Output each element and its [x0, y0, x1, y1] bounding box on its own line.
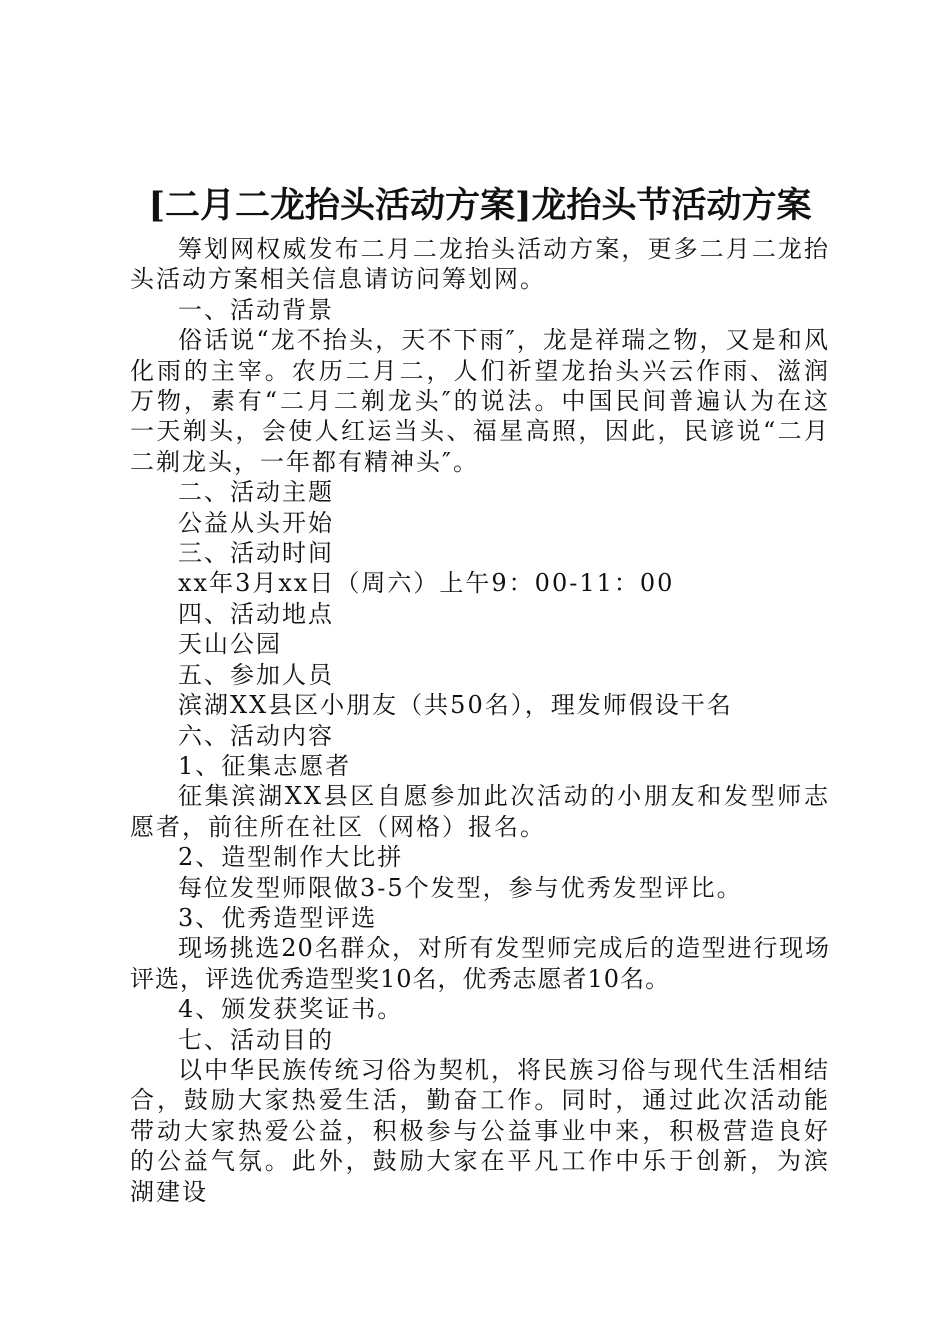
heading-location: 四、活动地点: [178, 599, 334, 628]
heading-time: 三、活动时间: [178, 539, 334, 568]
heading-content: 六、活动内容: [178, 721, 334, 750]
subheading-awards: 4、颁发获奖证书。: [178, 995, 404, 1024]
subheading-volunteers: 1、征集志愿者: [178, 751, 352, 780]
paragraph-background: 俗话说“龙不抬头，天不下雨″，龙是祥瑞之物，又是和风化雨的主宰。农历二月二，人们祈望龙抬头兴云作雨、滋润万物，素有“二月二剃龙头″的说法。中国民间普遍认为在这一天剃头，会使人红运当头、福星高照，因此，民谚说“二月二剃龙头，一年都有精神头″。: [130, 326, 830, 476]
heading-background: 一、活动背景: [178, 295, 334, 324]
paragraph-selection: 现场挑选20名群众，对所有发型师完成后的造型进行现场评选，评选优秀造型奖10名，优秀志愿者10名。: [130, 934, 830, 993]
paragraph-intro: 筹划网权威发布二月二龙抬头活动方案，更多二月二龙抬头活动方案相关信息请访问筹划网。: [130, 235, 830, 294]
subheading-contest: 2、造型制作大比拼: [178, 843, 404, 872]
paragraph-location: 天山公园: [178, 630, 282, 659]
document-page: [130, 178, 830, 1207]
subheading-selection: 3、优秀造型评选: [178, 903, 378, 932]
paragraph-participants: 滨湖XX县区小朋友（共50名），理发师假设干名: [178, 691, 733, 720]
paragraph-contest: 每位发型师限做3-5个发型，参与优秀发型评比。: [178, 873, 743, 902]
heading-participants: 五、参加人员: [178, 660, 334, 689]
paragraph-time: xx年3月xx日（周六）上午9：00-11：00: [178, 569, 675, 598]
heading-purpose: 七、活动目的: [178, 1025, 334, 1054]
paragraph-volunteers: 征集滨湖XX县区自愿参加此次活动的小朋友和发型师志愿者，前往所在社区（网格）报名。: [130, 782, 830, 841]
document-body: [130, 234, 830, 1207]
paragraph-purpose: 以中华民族传统习俗为契机，将民族习俗与现代生活相结合，鼓励大家热爱生活，勤奋工作。同时，通过此次活动能带动大家热爱公益，积极参与公益事业中来，积极营造良好的公益气氛。此外，鼓励大家在平凡工作中乐于创新，为滨湖建设: [130, 1055, 830, 1206]
heading-theme: 二、活动主题: [178, 478, 334, 507]
document-title: [二月二龙抬头活动方案]龙抬头节活动方案: [148, 185, 812, 226]
paragraph-theme: 公益从头开始: [178, 508, 334, 537]
